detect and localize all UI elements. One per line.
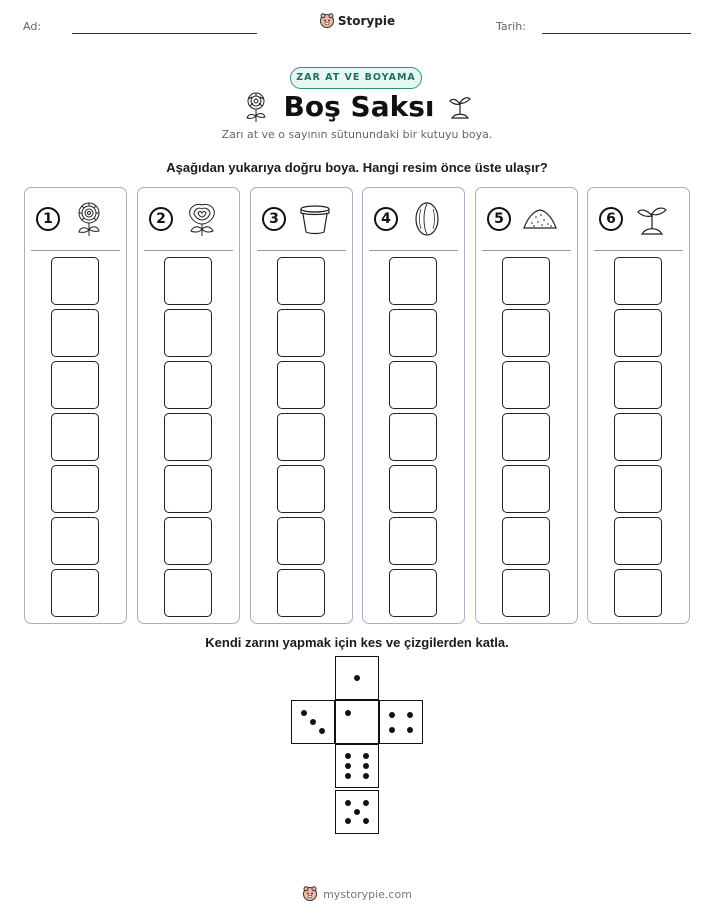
coloring-box[interactable]	[389, 465, 437, 513]
storypie-mascot-icon	[319, 13, 335, 29]
column-divider	[482, 250, 571, 251]
pip	[407, 712, 413, 718]
coloring-box[interactable]	[51, 309, 99, 357]
dice-face-3	[291, 700, 335, 744]
pip	[301, 710, 307, 716]
coloring-box[interactable]	[277, 569, 325, 617]
coloring-box[interactable]	[502, 361, 550, 409]
sprout-icon	[634, 201, 670, 237]
coloring-box[interactable]	[164, 309, 212, 357]
coloring-box[interactable]	[502, 413, 550, 461]
subtitle: Zarı at ve o sayının sütunundaki bir kutuyu boya.	[221, 128, 493, 141]
column-divider	[594, 250, 683, 251]
column-header	[476, 188, 576, 252]
pip	[363, 818, 369, 824]
coloring-box[interactable]	[614, 257, 662, 305]
pip	[354, 809, 360, 815]
coloring-box[interactable]	[164, 569, 212, 617]
pip	[389, 727, 395, 733]
pip	[345, 773, 351, 779]
coloring-box[interactable]	[51, 257, 99, 305]
pip	[363, 753, 369, 759]
soil-pile-icon	[522, 201, 558, 237]
brand-name: Storypie	[337, 14, 396, 28]
coloring-box[interactable]	[389, 569, 437, 617]
column-divider	[369, 250, 458, 251]
coloring-box[interactable]	[502, 569, 550, 617]
coloring-box[interactable]	[164, 257, 212, 305]
sprout-title-icon	[448, 92, 472, 122]
pip	[345, 753, 351, 759]
pip	[310, 719, 316, 725]
column-header	[25, 188, 125, 252]
name-label: Ad:	[23, 20, 42, 33]
dice-instruction: Kendi zarını yapmak için kes ve çizgilerden katla.	[205, 635, 509, 650]
coloring-box[interactable]	[277, 465, 325, 513]
coloring-box[interactable]	[164, 413, 212, 461]
brand-logo	[0, 13, 714, 29]
dice-face-1	[335, 656, 379, 700]
column-number: 5	[487, 207, 511, 231]
coloring-box[interactable]	[614, 361, 662, 409]
coloring-box[interactable]	[277, 361, 325, 409]
storypie-mascot-icon	[302, 886, 318, 902]
activity-badge: ZAR AT VE BOYAMA	[290, 67, 422, 89]
date-line	[542, 33, 691, 34]
column-divider	[144, 250, 233, 251]
coloring-box[interactable]	[277, 517, 325, 565]
coloring-box[interactable]	[389, 361, 437, 409]
coloring-box[interactable]	[389, 517, 437, 565]
column-number: 4	[374, 207, 398, 231]
coloring-box[interactable]	[51, 465, 99, 513]
coloring-box[interactable]	[614, 309, 662, 357]
coloring-box[interactable]	[277, 257, 325, 305]
pip	[319, 728, 325, 734]
coloring-box[interactable]	[51, 517, 99, 565]
dice-face-5	[335, 790, 379, 834]
coloring-box[interactable]	[389, 309, 437, 357]
name-line	[72, 33, 257, 34]
column-4	[362, 187, 465, 624]
chrysanthemum-icon	[71, 201, 107, 237]
dice-face-4	[379, 700, 423, 744]
column-header	[251, 188, 351, 252]
pip	[345, 818, 351, 824]
coloring-box[interactable]	[502, 257, 550, 305]
coloring-box[interactable]	[389, 413, 437, 461]
column-2	[137, 187, 240, 624]
title-row	[0, 90, 714, 123]
pip	[363, 800, 369, 806]
coloring-box[interactable]	[614, 413, 662, 461]
coloring-box[interactable]	[502, 517, 550, 565]
pip	[345, 800, 351, 806]
column-number: 2	[149, 207, 173, 231]
coloring-box[interactable]	[51, 413, 99, 461]
seed-icon	[409, 201, 445, 237]
footer	[0, 886, 714, 902]
peony-icon	[184, 201, 220, 237]
pip	[407, 727, 413, 733]
coloring-box[interactable]	[277, 413, 325, 461]
column-number: 1	[36, 207, 60, 231]
coloring-box[interactable]	[51, 569, 99, 617]
date-label: Tarih:	[496, 20, 526, 33]
column-6	[587, 187, 690, 624]
empty-pot-icon	[297, 201, 333, 237]
column-header	[588, 188, 688, 252]
coloring-box[interactable]	[502, 309, 550, 357]
flower-title-icon	[242, 91, 270, 123]
column-divider	[257, 250, 346, 251]
pip	[389, 712, 395, 718]
coloring-box[interactable]	[502, 465, 550, 513]
column-divider	[31, 250, 120, 251]
column-number: 3	[262, 207, 286, 231]
column-5	[475, 187, 578, 624]
column-header	[363, 188, 463, 252]
pip	[345, 763, 351, 769]
page-title: Boş Saksı	[283, 90, 435, 123]
column-3	[250, 187, 353, 624]
coloring-box[interactable]	[164, 465, 212, 513]
dice-face-1	[335, 700, 379, 744]
column-1	[24, 187, 127, 624]
coloring-box[interactable]	[614, 517, 662, 565]
coloring-box[interactable]	[164, 517, 212, 565]
pip	[363, 773, 369, 779]
coloring-box[interactable]	[614, 465, 662, 513]
dice-face-6	[335, 744, 379, 788]
pip	[354, 675, 360, 681]
coloring-box[interactable]	[164, 361, 212, 409]
instruction: Aşağıdan yukarıya doğru boya. Hangi resim önce üste ulaşır?	[166, 160, 548, 175]
coloring-box[interactable]	[277, 309, 325, 357]
pip	[363, 763, 369, 769]
coloring-box[interactable]	[51, 361, 99, 409]
footer-url[interactable]: mystorypie.com	[323, 887, 412, 901]
pip	[345, 710, 351, 716]
column-number: 6	[599, 207, 623, 231]
coloring-box[interactable]	[389, 257, 437, 305]
column-header	[138, 188, 238, 252]
coloring-box[interactable]	[614, 569, 662, 617]
